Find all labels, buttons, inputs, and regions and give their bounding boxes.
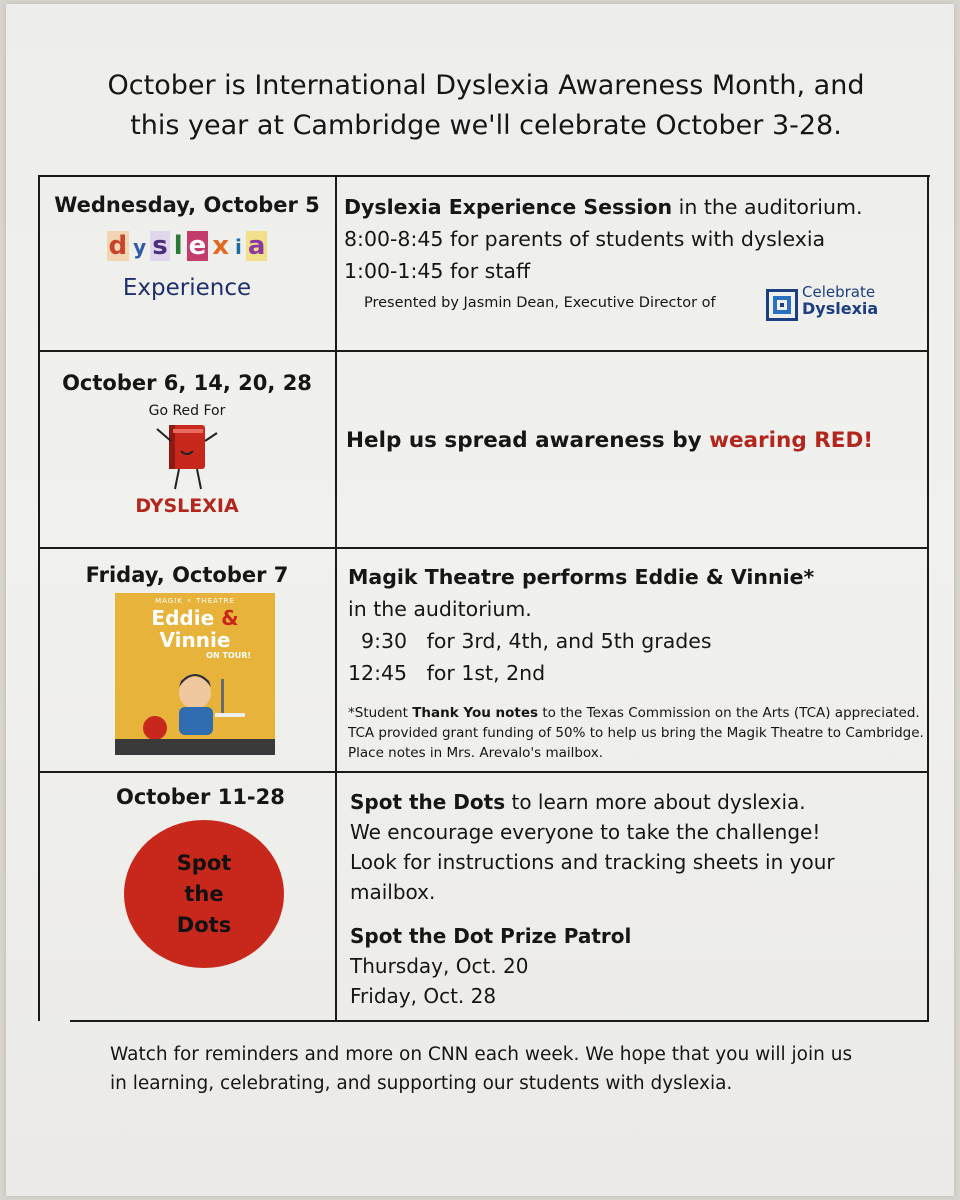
- poster-title-1: Eddie: [151, 606, 215, 630]
- row-2-right-cell: [346, 425, 926, 465]
- celebrate-dyslexia-icon: [766, 289, 798, 321]
- table-border-left: [38, 175, 40, 1021]
- heading-line-1: October is International Dyslexia Awareness Month, and: [107, 70, 865, 101]
- events-table: [38, 175, 930, 1023]
- org-name-line-2: Dyslexia: [802, 299, 879, 318]
- logo-letter: l: [173, 231, 183, 261]
- badge-line-3: Dots: [176, 912, 232, 937]
- row-2-left-cell: [42, 359, 332, 545]
- row-1-left-cell: [42, 183, 332, 348]
- prize-date: Friday, Oct. 28: [350, 984, 497, 1008]
- table-row-divider-1: [38, 350, 929, 352]
- event-date: Wednesday, October 5: [54, 193, 320, 217]
- performance-time: 9:30 for 3rd, 4th, and 5th grades: [348, 629, 712, 653]
- prize-patrol-title: Spot the Dot Prize Patrol: [350, 924, 632, 948]
- poster-theatre-label: MAGIK ⚬ THEATRE: [155, 597, 235, 605]
- row-4-right-cell: [350, 787, 926, 1019]
- table-row-divider-2: [38, 547, 929, 549]
- heading-line-2: this year at Cambridge we'll celebrate October 3-28.: [130, 110, 842, 141]
- red-book-mascot: [147, 419, 227, 499]
- prize-date: Thursday, Oct. 20: [350, 954, 529, 978]
- celebrate-dyslexia-logo: [766, 283, 924, 323]
- poster-illustration: [115, 643, 275, 755]
- logo-letter: d: [108, 231, 128, 261]
- note-emphasis: Thank You notes: [412, 705, 539, 721]
- badge-line-2: the: [184, 881, 224, 906]
- table-border-bottom: [70, 1020, 928, 1022]
- event-title-line: [350, 787, 926, 817]
- event-detail: mailbox.: [350, 880, 436, 904]
- red-book-icon: [147, 419, 227, 499]
- presenter-line: [344, 283, 924, 323]
- note-prefix: *Student: [348, 705, 413, 721]
- go-red-caption: Go Red For: [148, 403, 226, 419]
- wearing-red-highlight: wearing RED!: [709, 428, 874, 453]
- session-time: 1:00-1:45 for staff: [344, 259, 531, 283]
- performance-time: 12:45 for 1st, 2nd: [348, 661, 546, 685]
- presenter-text: Presented by Jasmin Dean, Executive Director of: [364, 295, 716, 311]
- session-time: 8:00-8:45 for parents of students with dyslexia: [344, 227, 826, 251]
- row-3-right-cell: [348, 561, 924, 769]
- event-title-line: [344, 191, 924, 223]
- event-location: in the auditorium.: [348, 597, 532, 621]
- logo-letter: a: [247, 231, 266, 261]
- event-location: in the auditorium.: [672, 195, 863, 219]
- badge-line-1: Spot: [176, 850, 232, 875]
- poster-ampersand: &: [221, 606, 239, 630]
- row-1-right-cell: [344, 191, 924, 346]
- awareness-message: Help us spread awareness by: [346, 428, 710, 453]
- event-date: October 11-28: [116, 785, 285, 809]
- table-border-right: [927, 175, 929, 1022]
- poster-title-2: Vinnie: [159, 628, 231, 652]
- eddie-vinnie-poster: [115, 593, 275, 755]
- logo-letter: y: [133, 235, 147, 259]
- flyer-page: [6, 4, 954, 1196]
- spot-the-dots-badge: [124, 820, 284, 968]
- event-summary: to learn more about dyslexia.: [505, 790, 806, 814]
- event-title: Magik Theatre performs Eddie & Vinnie*: [348, 565, 815, 589]
- logo-letter: x: [212, 231, 230, 261]
- go-red-dyslexia-text: DYSLEXIA: [135, 495, 239, 517]
- logo-letter: i: [235, 235, 242, 259]
- experience-caption: Experience: [122, 275, 252, 301]
- logo-letter: e: [188, 231, 207, 261]
- footer-text: Watch for reminders and more on CNN each week. We hope that you will join us in learning, celebrating, and supporting our students with dyslexia.: [110, 1044, 853, 1094]
- event-title: Dyslexia Experience Session: [344, 195, 673, 219]
- dyslexia-logo: [42, 231, 332, 261]
- event-title: Spot the Dots: [350, 790, 506, 814]
- event-detail: Look for instructions and tracking sheets in your: [350, 850, 835, 874]
- note-body: to the Texas Commission on the Arts (TCA) appreciated. TCA provided grant funding of 50% to help us bring the Magik Theatre to Cambridge. Place notes in Mrs. Arevalo's mailbox.: [348, 705, 924, 761]
- event-date: October 6, 14, 20, 28: [62, 371, 312, 395]
- org-name-line-1: Celebrate: [802, 283, 876, 301]
- table-row-divider-3: [38, 771, 929, 773]
- flyer-heading: [46, 66, 926, 146]
- thank-you-note: [348, 703, 924, 763]
- table-border-top: [38, 175, 930, 177]
- logo-letter: s: [152, 231, 168, 261]
- poster-tour-label: ON TOUR!: [206, 651, 251, 660]
- table-column-divider: [335, 175, 337, 1022]
- event-detail: We encourage everyone to take the challenge!: [350, 820, 821, 844]
- event-date: Friday, October 7: [85, 563, 289, 587]
